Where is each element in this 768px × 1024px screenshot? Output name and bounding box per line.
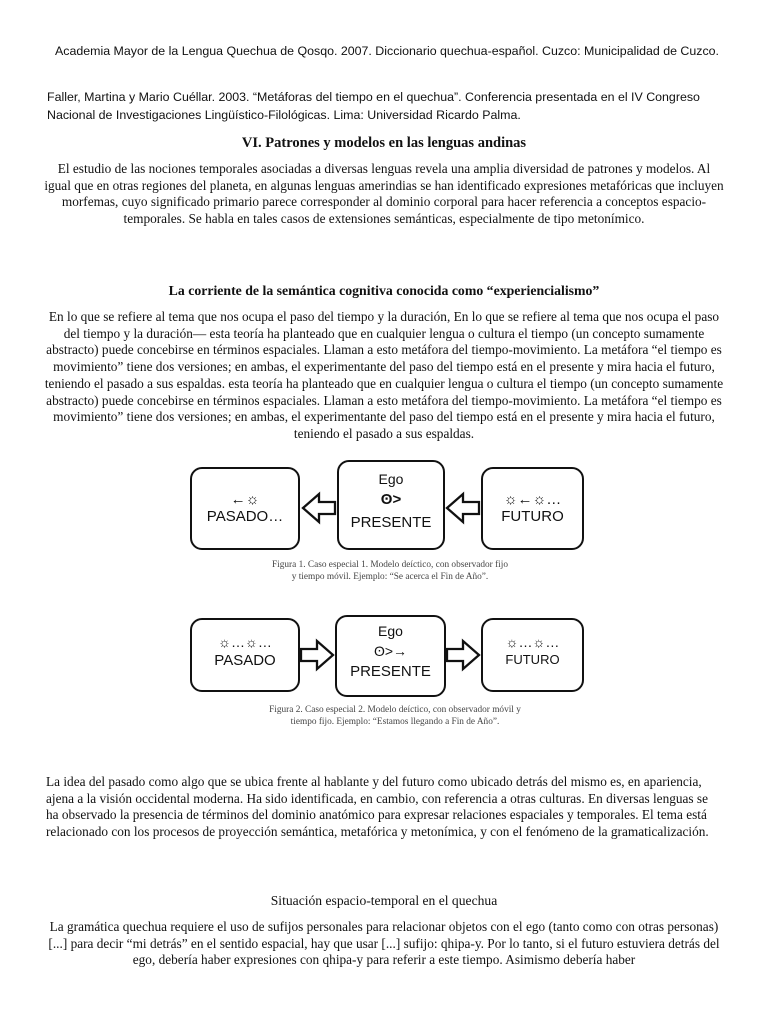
figure-1-caption-line-2: y tiempo móvil. Ejemplo: “Se acerca el Fin de Año”. (291, 571, 489, 582)
figure-2-pasado-icon: ☼…☼… (218, 634, 272, 650)
figure-1-caption-line-1: Figura 1. Caso especial 1. Modelo deíctico, con observador fijo (272, 560, 508, 570)
figure-1-futuro-label: FUTURO (501, 508, 564, 525)
figure-1-arrow-right (447, 494, 479, 522)
figure-1-caption (225, 560, 555, 583)
figure-1 (185, 460, 585, 580)
figure-2-ego-icon: ʘ>→ (373, 643, 408, 659)
figure-2-futuro-label: FUTURO (505, 652, 560, 667)
figure-2-presente-box (335, 615, 446, 697)
figure-1-pasado-label: PASADO… (206, 508, 284, 525)
quechua-heading: Situación espacio-temporal en el quechua (270, 893, 498, 908)
figure-2-presente-label: PRESENTE (350, 663, 431, 680)
figure-2-caption-line-1: Figura 2. Caso especial 2. Modelo deíctico, con observador móvil y (269, 705, 521, 715)
figure-1-ego-icon: ʘ> (380, 491, 402, 508)
anatomical-terms-paragraph: La idea del pasado como algo que se ubica frente al hablante y del futuro como ubicado detrás del mismo es, en apariencia, ajena a la visión occidental moderna. Ha sido identificada, en cambio, con referencia a otras culturas. En diversas lenguas se ha observado la presencia de términos del dominio anatómico para expresar relaciones espaciales y temporales. El tema está relacionado con los procesos de proyección semántica, metafórica y metonímica, y con el fenómeno de la gramaticalización. (46, 774, 709, 840)
time-movement-paragraph: En lo que se refiere al tema que nos ocupa el paso del tiempo y la duración, En lo que se refiere al tema que nos ocupa el paso del tiempo y la duración— esta teoría ha planteado que en cualquier lengua o cultura el tiempo (un concepto sumamente abstracto) puede concebirse en términos espaciales. Llaman a esto metáfora del tiempo-movimiento. La metáfora “el tiempo es movimiento” tiene dos versiones; en ambas, el experimentante del paso del tiempo está en el presente y mira hacia el futuro, teniendo el pasado a sus espaldas. esta teoría ha planteado que en cualquier lengua o cultura el tiempo (un concepto sumamente abstracto) puede concebirse en términos espaciales. Llaman a esto metáfora del tiempo-movimiento. La metáfora “el tiempo es movimiento” tiene dos versiones; en ambas, el experimentante del paso del tiempo está en el presente y mira hacia el futuro, teniendo el pasado a sus espaldas. (44, 309, 724, 441)
figure-1-ego-label: Ego (378, 471, 404, 487)
figure-2-arrow-left (301, 641, 333, 669)
figure-2-caption (235, 705, 555, 728)
figure-2-ego-label: Ego (378, 623, 403, 639)
figure-1-pasado-box (190, 467, 300, 550)
figure-2 (185, 615, 585, 735)
figure-2-pasado-label: PASADO (214, 652, 276, 669)
section-title: VI. Patrones y modelos en las lenguas andinas (241, 135, 527, 151)
quechua-suffix-paragraph: La gramática quechua requiere el uso de sufijos personales para relacionar objetos con el ego (tanto como con otras personas) [...] para decir “mi detrás” en el sentido espacial, hay que usar [...] sufijo: qhipa-y. Por lo tanto, si el futuro estuviera detrás del ego, debería haber expresiones con qhipa-y para referir a este tiempo. Asimismo debería haber (48, 919, 720, 968)
figure-1-futuro-box (481, 467, 584, 550)
reference-1: Academia Mayor de la Lengua Quechua de Qosqo. 2007. Diccionario quechua-español. Cuzco: Municipalidad de Cuzco. (55, 44, 719, 58)
figure-2-pasado-box (190, 618, 300, 692)
figure-1-futuro-icon: ☼←☼… (503, 491, 562, 508)
intro-paragraph: El estudio de las nociones temporales asociadas a diversas lenguas revela una amplia diversidad de patrones y modelos. Al igual que en otras regiones del planeta, en algunas lenguas amerindias se han identificado expresiones metafóricas que incluyen morfemas, cuyo significado primario parece corresponder al dominio corporal para hacer referencia a conceptos espacio-temporales. Se habla en tales casos de extensiones semánticas, especialmente de tipo metonímico. (44, 161, 724, 227)
figure-2-futuro-box (481, 618, 584, 692)
figure-2-caption-line-2: tiempo fijo. Ejemplo: “Estamos llegando a Fin de Año”. (290, 716, 500, 727)
reference-2: Faller, Martina y Mario Cuéllar. 2003. “Metáforas del tiempo en el quechua”. Conferencia presentada en el IV Congreso Nacional de Investigaciones Lingüístico-Filológicas. Lima: Universidad Ricardo Palma. (47, 90, 700, 122)
figure-1-presente-box (337, 460, 445, 550)
figure-2-futuro-icon: ☼…☼… (505, 634, 560, 650)
figure-1-presente-label: PRESENTE (350, 514, 432, 531)
experiencialismo-heading: La corriente de la semántica cognitiva conocida como “experiencialismo” (168, 283, 600, 298)
figure-1-arrow-left (303, 494, 335, 522)
figure-2-arrow-right (447, 641, 479, 669)
figure-1-pasado-icon: ←☼ (230, 491, 260, 508)
